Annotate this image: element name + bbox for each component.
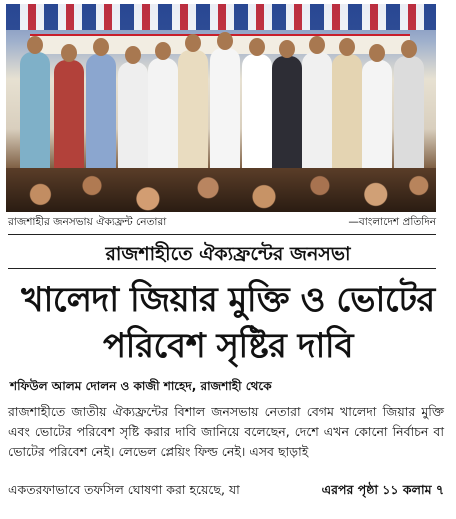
byline: শফিউল আলম দোলন ও কাজী শাহেদ, রাজশাহী থেকে (10, 379, 272, 393)
article-body: রাজশাহীতে জাতীয় ঐক্যফ্রন্টের বিশাল জনসভায় নেতারা বেগম খালেদা জিয়ার মুক্তি এবং ভোটের পরিবেশ সৃষ্টি করার দাবি জানিয়ে বলেছেন, দেশে এখন কোনো নির্বাচন বা ভোটের পরিবেশ নেই। লেভেল প্লেয়িং ফিল্ড নেই। এসব ছাড়াই (8, 404, 444, 459)
continued-jump: এরপর পৃষ্ঠা ১১ কলাম ৭ (321, 482, 444, 497)
headline-line-1: খালেদা জিয়ার মুক্তি ও ভোটের (21, 280, 435, 320)
headline-line-2: পরিবেশ সৃষ্টির দাবি (102, 326, 354, 366)
photo-caption: রাজশাহীর জনসভায় ঐক্যফ্রন্ট নেতারা (8, 215, 167, 228)
divider (8, 268, 436, 269)
bunting-decoration (6, 4, 436, 30)
divider (8, 234, 436, 235)
rally-photo (6, 4, 436, 212)
crowd-hands (6, 168, 436, 212)
photo-credit: —বাংলাদেশ প্রতিদিন (348, 215, 436, 228)
kicker: রাজশাহীতে ঐক্যফ্রন্টের জনসভা (105, 243, 351, 265)
article-last-line: একতরফাভাবে তফসিল ঘোষণা করা হয়েছে, যা (8, 482, 240, 497)
photo-caption-row (8, 214, 436, 232)
article-last-line-row (8, 482, 444, 502)
